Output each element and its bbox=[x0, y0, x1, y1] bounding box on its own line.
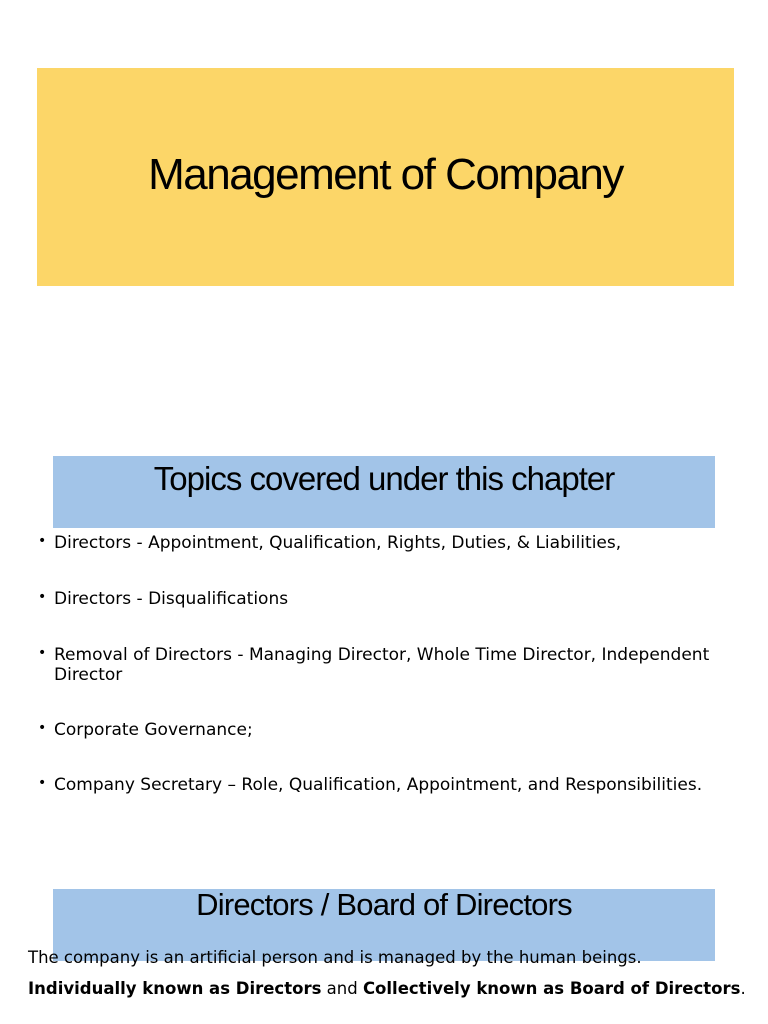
list-item bbox=[38, 533, 718, 553]
list-item-text: Corporate Governance; bbox=[54, 720, 253, 740]
conjunction-text: and bbox=[321, 979, 363, 998]
list-item bbox=[38, 775, 718, 795]
list-item-text: Directors - Appointment, Qualification, Rights, Duties, & Liabilities, bbox=[54, 533, 622, 553]
topics-heading-banner bbox=[53, 456, 715, 528]
collective-term: Collectively known as Board of Directors bbox=[362, 979, 741, 998]
period-text: . bbox=[740, 979, 746, 998]
topics-heading: Topics covered under this chapter bbox=[153, 460, 615, 497]
bullet-icon: • bbox=[38, 720, 47, 736]
list-item bbox=[38, 645, 718, 685]
list-item-text: Company Secretary – Role, Qualification, Appointment, and Responsibilities. bbox=[54, 775, 703, 795]
individual-term: Individually known as Directors bbox=[28, 979, 322, 998]
directors-definition bbox=[28, 979, 746, 998]
list-item-text: Removal of Directors - Managing Director, Whole Time Director, Independent Director bbox=[54, 645, 710, 685]
bullet-icon: • bbox=[38, 775, 47, 791]
list-item bbox=[38, 589, 718, 609]
directors-heading: Directors / Board of Directors bbox=[196, 887, 572, 922]
bullet-icon: • bbox=[38, 533, 47, 549]
list-item-text: Directors - Disqualifications bbox=[54, 589, 289, 609]
title-banner bbox=[37, 68, 734, 286]
list-item bbox=[38, 720, 718, 740]
bullet-icon: • bbox=[38, 589, 47, 605]
bullet-icon: • bbox=[38, 645, 47, 661]
page-title: Management of Company bbox=[148, 150, 623, 199]
directors-description: The company is an artificial person and is managed by the human beings. bbox=[28, 948, 642, 967]
